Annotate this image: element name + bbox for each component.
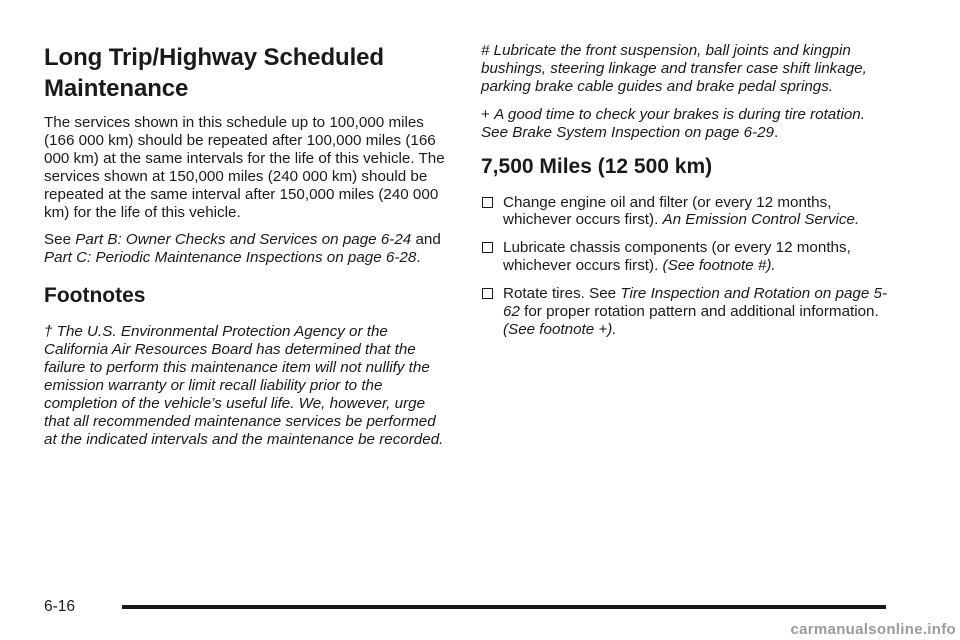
checklist-item-text: Rotate tires. See (503, 285, 621, 303)
intro-paragraph: The services shown in this schedule up to 100,000 miles (166 000 km) should be repeated after 100,000 miles (166 000 km) at the same intervals for the life of this vehicle. The services shown at 150,000 miles (240 000 km) should be repeated at the same interval after 150,000 miles (240 000 km) for the life of this vehicle. (44, 114, 445, 221)
footer-rule (122, 605, 886, 609)
checklist-item-text: Lubricate chassis components (or every 12 months, whichever occurs first). (503, 239, 851, 275)
page-number: 6-16 (44, 598, 76, 615)
see-references (44, 231, 452, 267)
see-prefix: See (44, 231, 76, 249)
right-column (481, 42, 896, 349)
reference-link-part-c[interactable]: Part C: Periodic Maintenance Inspections on page 6-28 (44, 249, 417, 267)
see-end: . (416, 249, 421, 267)
checklist-item-text-suffix: for proper rotation pattern and additional information. (519, 303, 879, 321)
checklist-item-text: Change engine oil and filter (or every 12 months, whichever occurs first). (503, 193, 832, 229)
checkbox-icon[interactable] (482, 242, 493, 253)
checklist-item (481, 285, 896, 339)
reference-link-tire-inspection[interactable]: Tire Inspection and Rotation on page 5-62 (503, 285, 888, 321)
checklist-item (481, 194, 896, 230)
checklist-item-note: (See footnote #). (662, 257, 776, 275)
checkbox-icon[interactable] (482, 288, 493, 299)
footnote-hash: # Lubricate the front suspension, ball joints and kingpin bushings, steering linkage and transfer case shift linkage, parking brake cable guides and brake pedal springs. (481, 42, 867, 95)
footnote-plus-text: A good time to check your brakes is during tire rotation. See Brake System Inspection on page 6-29 (481, 105, 865, 141)
footnote-dagger: † The U.S. Environmental Protection Agency or the California Air Resources Board has determined that the failure to perform this maintenance item will not nullify the emission warranty or limit recall liability prior to the completion of the vehicle’s useful life. We, however, urge that all recommended maintenance services be performed at the indicated intervals and the maintenance be recorded. (44, 323, 444, 448)
footnote-plus (481, 106, 896, 142)
checklist-item-note: An Emission Control Service. (662, 211, 860, 229)
page-footer (44, 597, 886, 617)
footnotes-heading: Footnotes (44, 284, 146, 308)
footnote-plus-end: . (773, 123, 779, 141)
footnote-plus-prefix: + (481, 105, 495, 123)
checkbox-icon[interactable] (482, 197, 493, 208)
see-and: and (411, 231, 441, 249)
left-column (44, 42, 452, 459)
section-heading-7500: 7,500 Miles (12 500 km) (481, 154, 713, 178)
watermark: carmanualsonline.info (790, 621, 956, 638)
checklist-item-note: (See footnote +). (503, 320, 617, 338)
checklist-item (481, 239, 896, 275)
reference-link-part-b[interactable]: Part B: Owner Checks and Services on page 6-24 (75, 231, 412, 249)
page-title: Long Trip/Highway Scheduled Maintenance (44, 44, 384, 102)
